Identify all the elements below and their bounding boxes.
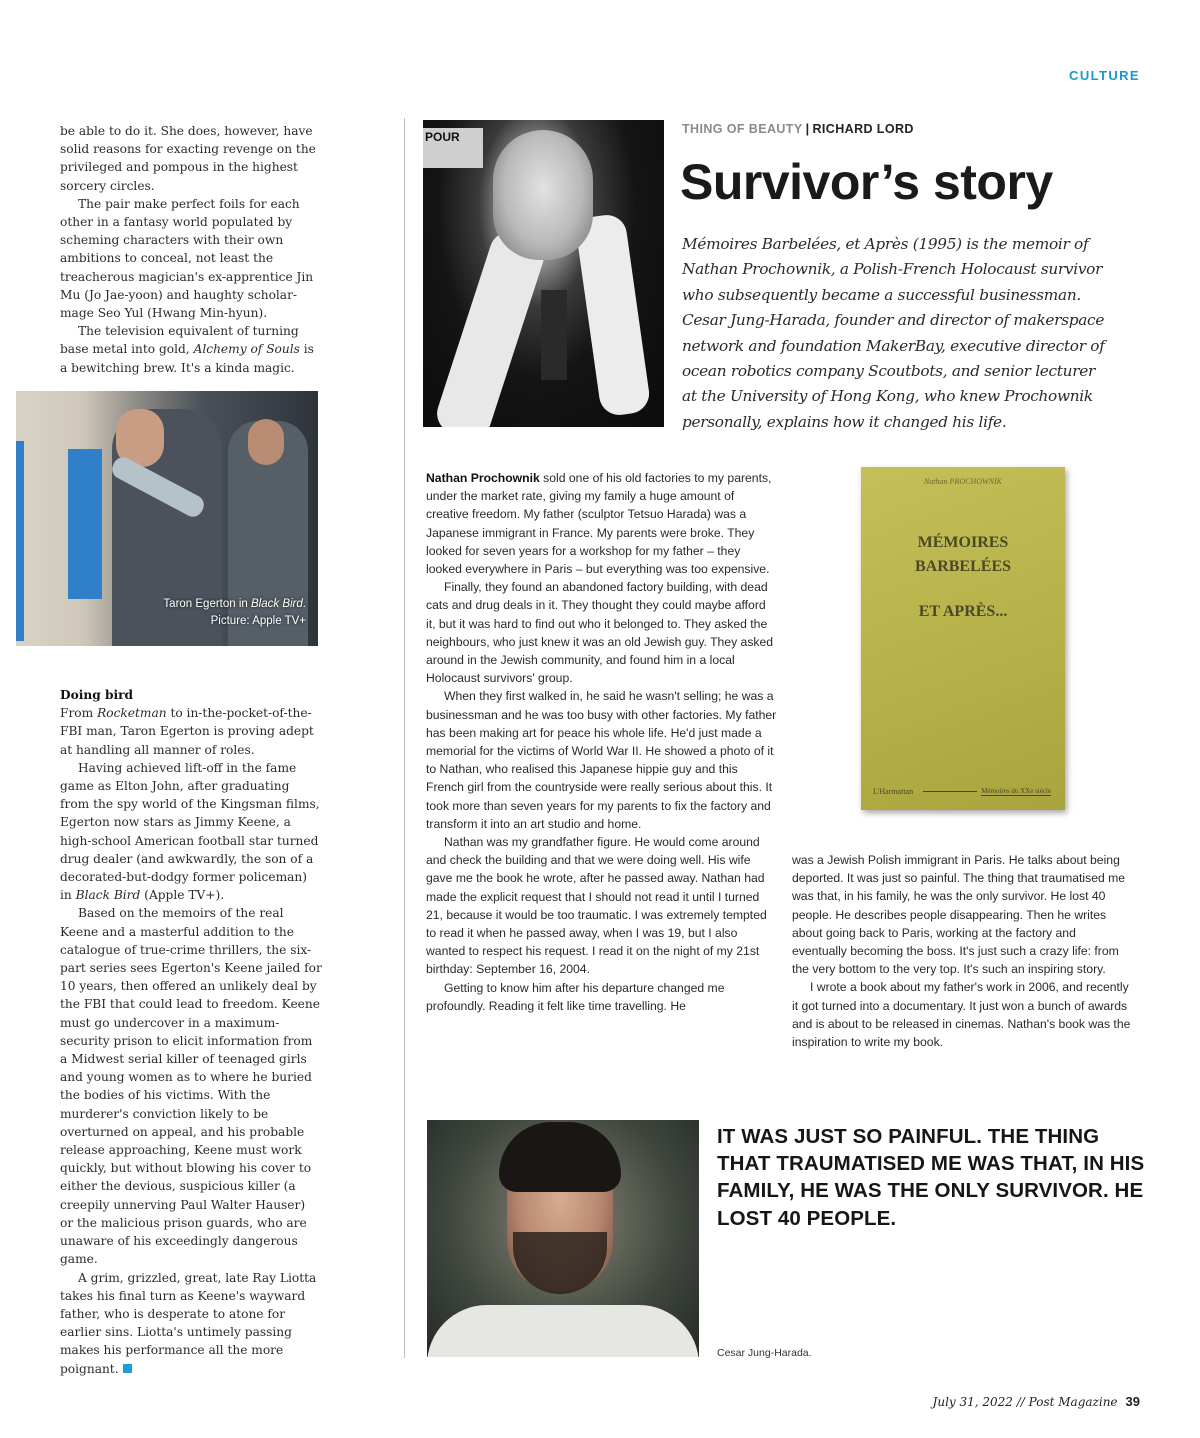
column-divider bbox=[404, 118, 405, 1358]
book-series: Mémoires du XXe siècle bbox=[981, 787, 1051, 795]
book-author: Nathan PROCHOWNIK bbox=[924, 477, 1002, 486]
tie-shape bbox=[541, 290, 567, 380]
article-headline: Survivor’s story bbox=[680, 154, 1053, 210]
book-publisher: L'Harmattan bbox=[873, 787, 914, 796]
review-paragraph: The pair make perfect foils for each other in a fantasy world populated by scheming characters with their own ambitions to conceal, not least the treacherous magician's ex-apprentice Jin Mu (Jo Jae-yoon) and haughty scholar-mage Seo Yul (Hwang Min-hyun). bbox=[60, 196, 314, 321]
show-title: Alchemy of Souls bbox=[193, 342, 300, 357]
review-paragraph: Having achieved lift-off in the fame game as Elton John, after graduating from the spy world of the Kingsman films, Egerton now stars as Jimmy Keene, a high-school American football star turned drug dealer (and awkwardly, the son of a decorated-but-dodgy former policeman) in Black Bird (Apple TV+). bbox=[60, 760, 320, 903]
photo-credit: Picture: Apple TV+ bbox=[210, 615, 306, 627]
body-paragraph: Finally, they found an abandoned factory building, with dead cats and drug deals in it. They thought they could maybe afford it, but it was hard to find out who it belonged to. They asked the neighbours, who just knew it was an old Jewish guy. They asked around in the Jewish community, and found him in a local Holocaust survivors' group. bbox=[426, 580, 774, 686]
payphone-shape bbox=[16, 441, 24, 641]
lead-name: Nathan Prochownik bbox=[426, 471, 540, 485]
body-paragraph: Nathan was my grandfather figure. He would come around and check the building and that we were doing well. His wife gave me the book he wrote, after he passed away. Nathan had made the explicit request that I should not read it until I turned 21, because it would be too traumatic. I was extremely tempted to read it when he passed away, when I was 19, but I also wanted to respect his request. I read it on the night of my 21st birthday: September 16, 2004. bbox=[426, 835, 767, 977]
body-paragraph: was a Jewish Polish immigrant in Paris. He talks about being deported. It was just so painful. The thing that traumatised me was that, in his family, he was the only survivor. He lost 40 people. He describes people disappearing. Then he writes about going back to Paris, working at the factory and eventually becoming the boss. It's just such a crazy life: from the very bottom to the very top. It's such an inspiring story. bbox=[792, 853, 1126, 977]
pull-quote: IT WAS JUST SO PAINFUL. THE THING THAT TRAUMATISED ME WAS THAT, IN HIS FAMILY, HE WAS THE ONLY SURVIVOR. HE LOST 40 PEOPLE. bbox=[717, 1125, 1145, 1230]
body-paragraph: Nathan Prochownik sold one of his old factories to my parents, under the market rate, giving my family a huge amount of creative freedom. My father (sculptor Tetsuo Harada) was a Japanese immigrant in France. My parents were broke. They looked for seven years for a workshop for my father – they looked everywhere in Paris – but everything was too expensive. bbox=[426, 471, 772, 577]
book-subtitle: ET APRÈS... bbox=[918, 603, 1008, 620]
background-sign: POUR bbox=[423, 128, 483, 168]
publication-date: July 31, 2022 // Post Magazine bbox=[932, 1395, 1118, 1409]
section-label: CULTURE bbox=[1069, 68, 1140, 83]
face-shape bbox=[493, 130, 593, 260]
kicker-author: RICHARD LORD bbox=[812, 122, 914, 136]
review-paragraph: be able to do it. She does, however, have solid reasons for exacting revenge on the privileged and pompous in the highest sorcery circles. bbox=[60, 124, 316, 193]
article-body-column-1 bbox=[426, 469, 778, 1015]
book-cover-image bbox=[861, 467, 1065, 810]
book-title: MÉMOIRES BARBELÉES bbox=[914, 534, 1012, 575]
page-number: 39 bbox=[1125, 1394, 1140, 1409]
review-paragraph: From Rocketman to in-the-pocket-of-the-FBI man, Taron Egerton is proving adept at handling all manner of roles. bbox=[60, 706, 314, 757]
article-kicker bbox=[682, 122, 914, 136]
figure-shape bbox=[248, 419, 284, 465]
article-body-column-2 bbox=[792, 851, 1132, 1051]
black-bird-photo bbox=[16, 391, 318, 646]
nathan-prochownik-photo bbox=[423, 120, 664, 427]
article-standfirst: Mémoires Barbelées, et Après (1995) is the memoir of Nathan Prochownik, a Polish-French Holocaust survivor who subsequently became a successful businessman. Cesar Jung-Harada, founder and director of makerspace network and foundation MakerBay, executive director of ocean robotics company Scoutbots, and senior lecturer at the University of Hong Kong, who knew Prochownik personally, explains how it changed his life. bbox=[682, 235, 1105, 431]
doing-bird-review bbox=[60, 686, 322, 1378]
hair-shape bbox=[499, 1122, 621, 1192]
body-paragraph: I wrote a book about my father's work in 2006, and recently it got turned into a documentary. It just won a bunch of awards and is about to be released in cinemas. Nathan's book was the inspiration to write my book. bbox=[792, 980, 1131, 1050]
payphone-shape bbox=[68, 449, 102, 599]
cesar-jung-harada-photo bbox=[427, 1120, 699, 1357]
kicker-series: THING OF BEAUTY bbox=[682, 122, 803, 136]
scarf-shape bbox=[574, 212, 651, 417]
body-paragraph: Getting to know him after his departure changed me profoundly. Reading it felt like time travelling. He bbox=[426, 980, 725, 1013]
cesar-photo-caption: Cesar Jung-Harada. bbox=[717, 1347, 812, 1359]
review-subhead: Doing bird bbox=[60, 688, 134, 702]
beard-shape bbox=[513, 1232, 607, 1294]
kicker-separator: | bbox=[805, 122, 810, 136]
end-of-article-square-icon bbox=[123, 1364, 132, 1373]
body-paragraph: When they first walked in, he said he wasn't selling; he was a businessman and he was too busy with other factories. My father has been making art for peace his whole life. He'd just made a memorial for the victims of World War II. He showed a photo of it to Nathan, who realised this Japanese hippie guy and this French girl from the countryside were really serious about this. It took more than seven years for my parents to fix the factory and transform it into an art studio and home. bbox=[426, 689, 777, 831]
review-paragraph: A grim, grizzled, great, late Ray Liotta takes his final turn as Keene's wayward father, who is desperate to atone for earlier sins. Liotta's untimely passing makes his performance all the more poignant. bbox=[60, 1270, 317, 1376]
shirt-shape bbox=[427, 1305, 699, 1357]
photo-caption: Taron Egerton in Black Bird. Picture: Apple TV+ bbox=[163, 596, 306, 630]
review-paragraph: Based on the memoirs of the real Keene and a masterful addition to the catalogue of true-crime thrillers, the six-part series sees Egerton's Keene jailed for 10 years, then offered an unlikely deal by the FBI that could lead to freedom. Keene must go undercover in a maximum-security prison to elicit information from a Midwest serial killer of teenaged girls and young women as to where he buried the bodies of his victims. With the murderer's conviction likely to be overturned on appeal, and his probable release approaching, Keene must work quickly, but without blowing his cover to either the devious, suspicious killer (a creepily unnerving Paul Walter Hauser) or the malicious prison guards, who are unaware of his exceedingly dangerous game. bbox=[60, 906, 322, 1267]
book-rule bbox=[923, 791, 977, 792]
left-column-review-continued bbox=[60, 122, 322, 377]
review-paragraph: The television equivalent of turning base metal into gold, Alchemy of Souls is a bewitching brew. It's a kinda magic. bbox=[60, 324, 314, 375]
page-footer bbox=[933, 1394, 1140, 1409]
